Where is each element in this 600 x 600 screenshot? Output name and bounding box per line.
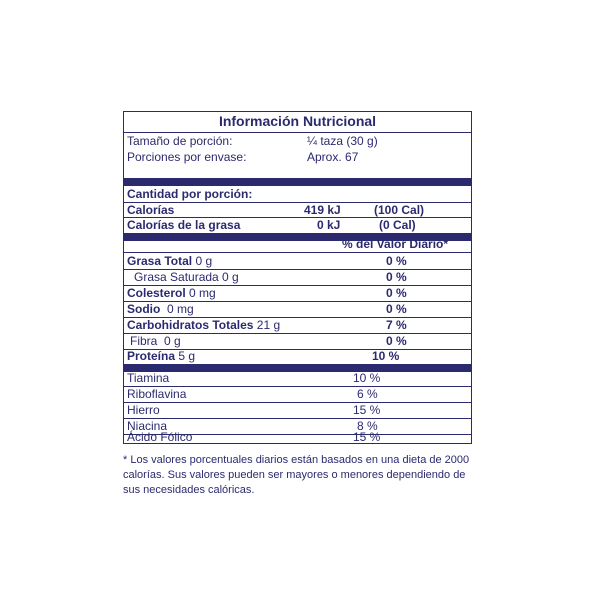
- nutrient-row: [124, 333, 471, 349]
- nutrient-dv: 10 %: [372, 349, 400, 363]
- nutrient-row: [124, 301, 471, 317]
- nutrient-name: Colesterol: [127, 286, 186, 300]
- serving-size-label: Tamaño de porción:: [127, 134, 233, 148]
- vitamin-name: Riboflavina: [127, 387, 187, 401]
- vitamin-row: [124, 402, 471, 418]
- fat-calories-cal: (0 Cal): [379, 218, 416, 232]
- calories-cal: (100 Cal): [374, 203, 425, 217]
- vitamin-row: [124, 386, 471, 402]
- daily-value-footnote: * Los valores porcentuales diarios están basados en una dieta de 2000 calorías. Sus valores pueden ser mayores o menores dependiendo de sus necesidades calóricas.: [123, 454, 470, 496]
- nutrient-row: [124, 348, 471, 364]
- vitamin-dv: 10 %: [353, 371, 381, 385]
- vitamin-name: Ácido Fólico: [127, 430, 193, 444]
- nutrient-dv: 0 %: [386, 254, 407, 268]
- nutrient-dv: 0 %: [386, 286, 407, 300]
- fat-calories-row: [124, 217, 471, 233]
- vitamin-name: Hierro: [127, 403, 160, 417]
- servings-per-container-row: [124, 149, 471, 165]
- nutrient-amount: 0 mg: [160, 302, 194, 316]
- servings-per-container-value: Aprox. 67: [307, 150, 359, 164]
- nutrient-row: [124, 317, 471, 333]
- vitamin-dv: 15 %: [353, 430, 381, 444]
- nutrient-row: [124, 285, 471, 301]
- servings-per-container-label: Porciones por envase:: [127, 150, 247, 164]
- nutrient-name: Carbohidratos Totales: [127, 318, 254, 332]
- vitamin-dv: 6 %: [357, 387, 378, 401]
- nutrient-dv: 7 %: [386, 318, 407, 332]
- nutrient-amount: 0 g: [192, 254, 213, 268]
- vitamin-row: [124, 429, 471, 445]
- nutrient-amount: Grasa Saturada 0 g: [134, 270, 239, 284]
- nutrient-dv: 0 %: [386, 334, 407, 348]
- vitamin-dv: 8 %: [357, 419, 378, 433]
- nutrient-amount: 0 mg: [185, 286, 216, 300]
- nutrient-amount: 21 g: [253, 318, 281, 332]
- vitamin-name: Tiamina: [127, 371, 170, 385]
- nutrient-amount: Fibra 0 g: [130, 334, 181, 348]
- vitamin-dv: 15 %: [353, 403, 381, 417]
- amount-per-serving-label: Cantidad por porción:: [127, 187, 253, 201]
- calories-row: [124, 202, 471, 218]
- dv-header: % del Valor Diario*: [342, 237, 449, 251]
- label-title: Información Nutricional: [218, 113, 377, 129]
- nutrient-name: Proteína: [127, 349, 176, 363]
- vitamin-name: Niacina: [127, 419, 168, 433]
- calories-kj: 419 kJ: [304, 203, 341, 217]
- nutrient-name: Sodio: [127, 302, 161, 316]
- nutrient-name: Grasa Total: [127, 254, 193, 268]
- serving-size-row: [124, 133, 471, 149]
- fat-calories-kj: 0 kJ: [317, 218, 341, 232]
- thick-divider: [124, 178, 471, 186]
- fat-calories-label: Calorías de la grasa: [127, 218, 241, 232]
- nutrient-dv: 0 %: [386, 270, 407, 284]
- nutrient-row: [124, 253, 471, 269]
- nutrient-row: [124, 269, 471, 285]
- amount-per-serving: [124, 186, 471, 202]
- calories-label: Calorías: [127, 203, 175, 217]
- serving-size-value: ¼ taza (30 g): [307, 134, 378, 148]
- dv-header-row: [124, 236, 471, 252]
- nutrient-dv: 0 %: [386, 302, 407, 316]
- nutrient-amount: 5 g: [175, 349, 196, 363]
- vitamin-row: [124, 370, 471, 386]
- nutrition-facts-label: [123, 111, 472, 444]
